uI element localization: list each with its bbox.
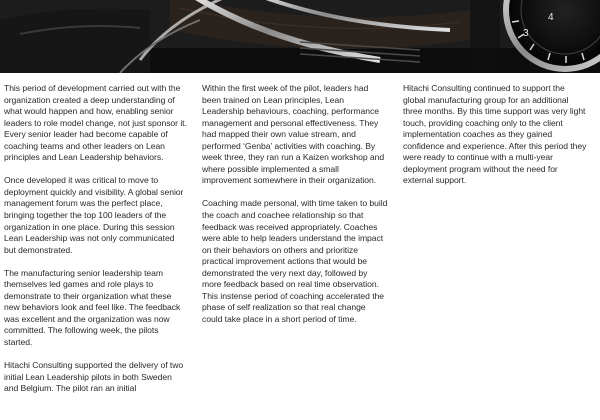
text-column-3 xyxy=(403,83,589,198)
text-column-2 xyxy=(202,83,388,337)
paragraph: Hitachi Consulting continued to support the global manufacturing group for an additional three months. By this time support was very light touch, providing coaching only to the client implementation coaches as they gained confidence and experience. After this period they were ready to continue with a multi-year deployment program without the need for external support. xyxy=(403,83,587,186)
dashboard-banner-image xyxy=(0,0,600,73)
paragraph: The manufacturing senior leadership team themselves led games and role plays to demonstrate to their organization what these new behaviors look and feel like. The feedback was excellent and the organization was now committed. The following week, the pilots started. xyxy=(4,267,181,348)
paragraph: Within the first week of the pilot, leaders had been trained on Lean principles, Lean Leadership behaviours, coaching, performance management and personal effectiveness. They had mapped their own value stream, and performed ‘Genba’ activities with coaching. By week three, they ran run a Kaizen workshop and where possible implemented a small improvement somewhere in their organization. xyxy=(202,83,385,186)
gauge-numeral-3: 3 xyxy=(523,28,529,39)
car-dashboard-photo xyxy=(0,0,600,73)
paragraph: This period of development carried out with the organization created a deep understanding of what would happen and how, enabling senior leaders to role model change, not just sponsor it. Every senior leader had become capable of coaching teams and other leaders on Lean principles and Lean Leadership behaviors. xyxy=(4,83,187,163)
gauge-numeral-4: 4 xyxy=(548,12,554,23)
paragraph: Hitachi Consulting supported the delivery of two initial Lean Leadership pilots in both Sweden and Belgium. The pilot ran an initial xyxy=(4,360,184,394)
text-column-1 xyxy=(4,83,187,406)
paragraph: Coaching made personal, with time taken to build the coach and coachee relationship so that feedback was received appropriately. Coaches were able to help leaders understand the impact on their behaviors on others and prioritize practical improvement actions that would be demonstrated the very next day, followed by more feedback based on real time observation. This instense period of coaching accelerated the phase of self realization so that real change could take place in a short period of time. xyxy=(202,198,388,324)
paragraph: Once developed it was critical to move to deployment quickly and visibility. A global senior management forum was the perfect place, bringing together the top 100 leaders of the organization in one place. During this session Lean Leadership was not only communicated but demonstrated. xyxy=(4,175,184,255)
